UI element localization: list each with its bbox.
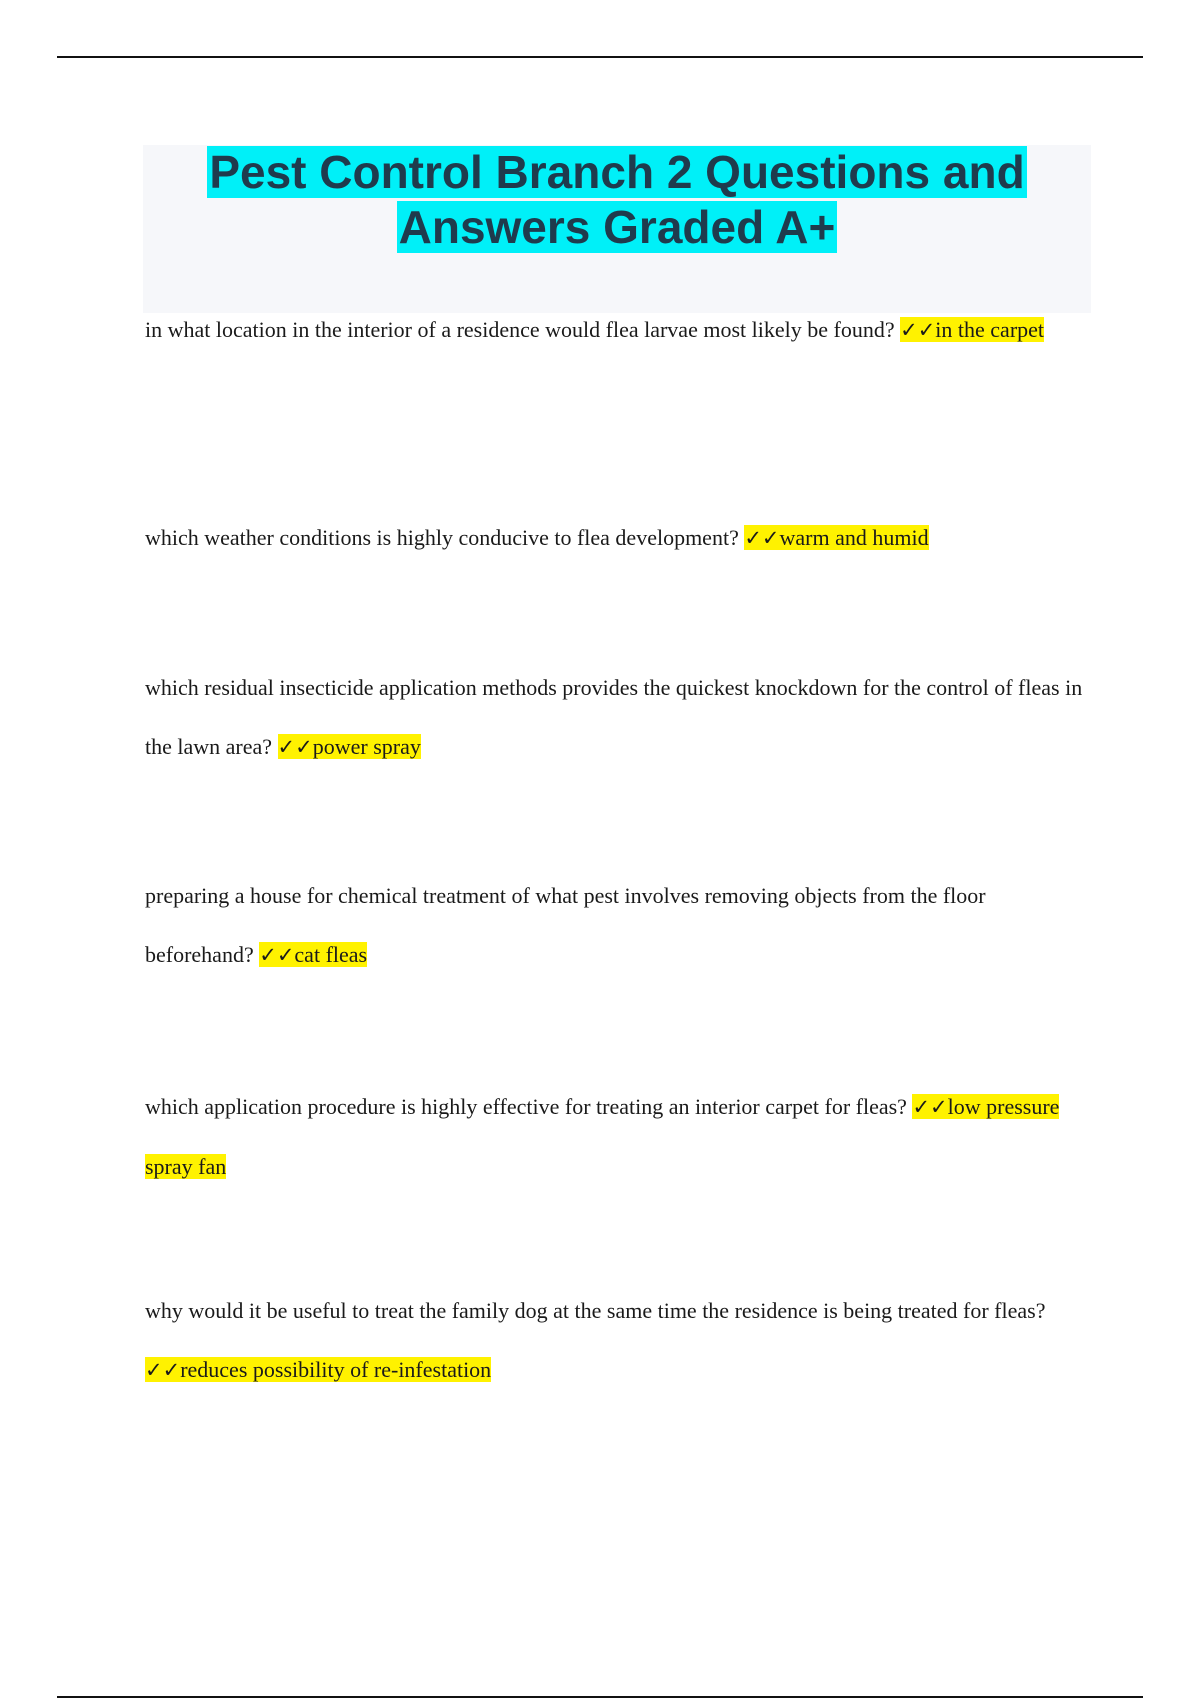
- double-check-icon: ✓✓: [912, 1095, 948, 1119]
- question-text: preparing a house for chemical treatment of what pest involves removing objects from the floor beforehand?: [145, 883, 986, 967]
- title-text: Pest Control Branch 2 Questions and Answers Graded A+: [209, 146, 1025, 253]
- question-text: why would it be useful to treat the family dog at the same time the residence is being treated for fleas?: [145, 1298, 1046, 1323]
- qa-item-2: [145, 508, 1085, 568]
- question-text: which weather conditions is highly conducive to flea development?: [145, 525, 745, 550]
- qa-item-4: [145, 866, 1085, 985]
- answer-highlight: [145, 1357, 491, 1382]
- question-text: which residual insecticide application methods provides the quickest knockdown for the control of fleas in the lawn area?: [145, 675, 1083, 759]
- question-text: which application procedure is highly effective for treating an interior carpet for fleas?: [145, 1094, 913, 1119]
- answer-highlight: [259, 942, 367, 967]
- top-rule: [57, 56, 1143, 58]
- answer-text: reduces possibility of re-infestation: [180, 1357, 492, 1382]
- double-check-icon: ✓✓: [900, 318, 936, 342]
- answer-text: warm and humid: [779, 525, 929, 550]
- qa-item-1: [145, 300, 1085, 360]
- qa-item-3: [145, 658, 1085, 777]
- answer-text: power spray: [312, 734, 421, 759]
- answer-highlight: [278, 734, 421, 759]
- double-check-icon: ✓✓: [277, 735, 313, 759]
- answer-highlight: [744, 525, 928, 550]
- answer-text: in the carpet: [935, 317, 1045, 342]
- qa-item-6: [145, 1281, 1085, 1400]
- double-check-icon: ✓✓: [744, 526, 780, 550]
- double-check-icon: ✓✓: [145, 1358, 181, 1382]
- bottom-rule: [57, 1696, 1143, 1698]
- answer-text: low pressure spray fan: [145, 1094, 1060, 1179]
- page-title: [143, 145, 1091, 255]
- answer-text: cat fleas: [294, 942, 368, 967]
- double-check-icon: ✓✓: [259, 943, 295, 967]
- title-block: [143, 145, 1091, 313]
- answer-highlight: [900, 317, 1044, 342]
- question-text: in what location in the interior of a residence would flea larvae most likely be found?: [145, 317, 901, 342]
- qa-item-5: [145, 1077, 1085, 1196]
